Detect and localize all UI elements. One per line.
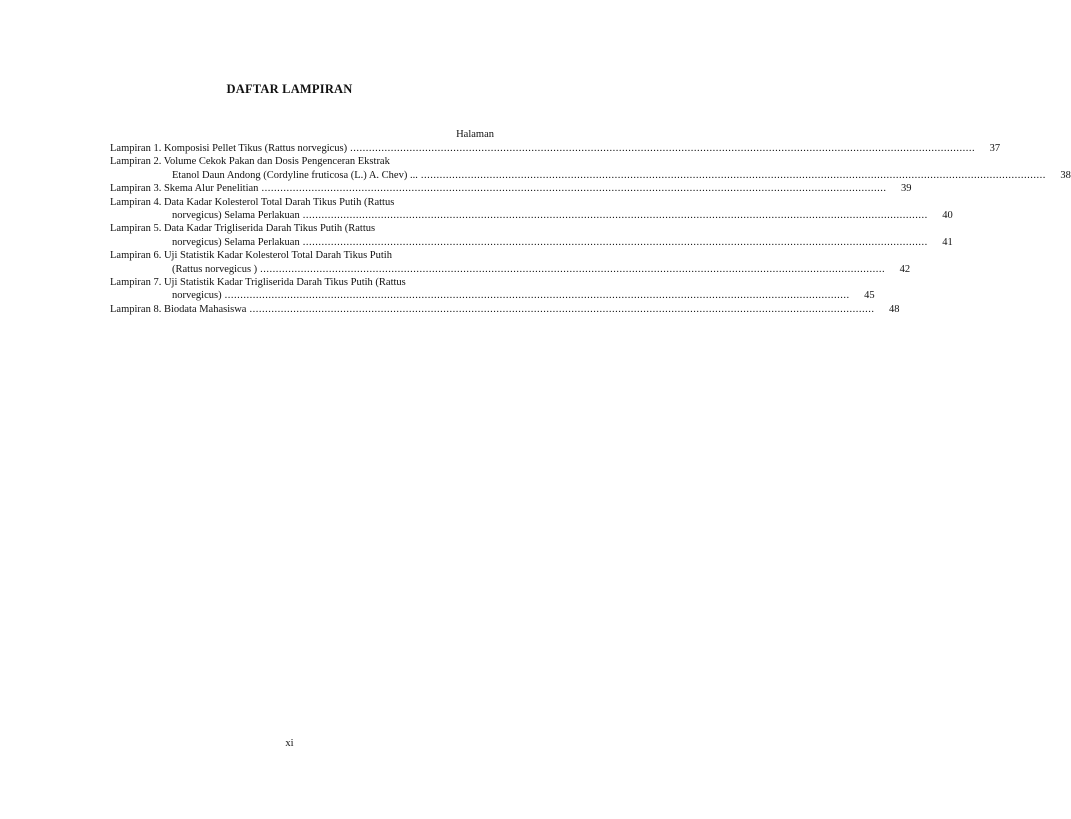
appendix-entry-text: norvegicus) bbox=[172, 290, 222, 302]
dot-leader: ........................................................................................................................................................................................................ bbox=[224, 290, 850, 302]
appendix-entry bbox=[110, 303, 900, 316]
dot-leader: ........................................................................................................................................................................................................ bbox=[249, 303, 875, 315]
appendix-entry-page: 45 bbox=[864, 290, 875, 302]
appendix-entry-line bbox=[110, 196, 474, 209]
appendix-entry-page: 41 bbox=[942, 236, 953, 248]
appendix-entry-page: 39 bbox=[900, 183, 912, 195]
dot-leader: ........................................................................................................................................................................................................ bbox=[302, 236, 928, 248]
appendix-entry-continuation bbox=[110, 209, 953, 222]
appendix-entry bbox=[110, 276, 875, 303]
appendix-entry-text: Lampiran 7. Uji Statistik Kadar Trigliserida Darah Tikus Putih (Rattus bbox=[110, 277, 406, 289]
appendix-entry bbox=[110, 249, 911, 276]
page-title: DAFTAR LAMPIRAN bbox=[226, 82, 353, 96]
appendix-entry bbox=[110, 155, 1071, 182]
appendix-entry bbox=[110, 182, 912, 195]
appendix-entry-page: 37 bbox=[989, 143, 1001, 154]
appendix-entry bbox=[110, 222, 953, 249]
dot-leader: ........................................................................................................................................................................................................ bbox=[261, 183, 887, 195]
appendix-entry-continuation bbox=[110, 236, 953, 249]
appendix-entry-page: 48 bbox=[888, 303, 900, 315]
appendix-entry-line bbox=[110, 155, 474, 168]
dot-leader: ........................................................................................................................................................................................................ bbox=[260, 263, 886, 275]
appendix-entry-text: Lampiran 4. Data Kadar Kolesterol Total Darah Tikus Putih (Rattus bbox=[110, 196, 395, 208]
appendix-entry-page: 40 bbox=[942, 210, 953, 222]
appendix-entry-continuation bbox=[110, 169, 1071, 182]
appendix-entry-text: Lampiran 6. Uji Statistik Kadar Kolesterol Total Darah Tikus Putih bbox=[110, 250, 392, 262]
appendix-entry-line bbox=[110, 276, 474, 289]
appendix-entry-line bbox=[110, 142, 1001, 155]
appendix-entry-text: Lampiran 8. Biodata Mahasiswa bbox=[110, 303, 247, 315]
appendix-entry-text: Lampiran 1. Komposisi Pellet Tikus (Rattus norvegicus) bbox=[110, 143, 348, 154]
dot-leader: ........................................................................................................................................................................................................ bbox=[420, 169, 1046, 181]
appendix-entry-text: Lampiran 3. Skema Alur Penelitian bbox=[110, 183, 259, 195]
appendix-entry bbox=[110, 196, 953, 223]
appendix-entry-text: Lampiran 5. Data Kadar Trigliserida Darah Tikus Putih (Rattus bbox=[110, 223, 376, 235]
appendix-entry-line bbox=[110, 222, 474, 235]
appendix-entry bbox=[110, 142, 1001, 155]
page-column-header: Halaman bbox=[456, 129, 494, 140]
appendix-entry-text: Lampiran 2. Volume Cekok Pakan dan Dosis Pengenceran Ekstrak bbox=[110, 156, 390, 168]
appendix-entry-text: norvegicus) Selama Perlakuan bbox=[172, 236, 300, 248]
appendix-entry-page: 42 bbox=[899, 263, 911, 275]
appendix-entry-line bbox=[110, 182, 912, 195]
appendix-list bbox=[110, 142, 1071, 316]
footer-page-number: xi bbox=[285, 738, 294, 749]
appendix-entry-line bbox=[110, 303, 900, 316]
appendix-entry-text: Etanol Daun Andong (Cordyline fruticosa (L.) A. Chev) ... bbox=[172, 169, 418, 181]
appendix-entry-page: 38 bbox=[1060, 169, 1071, 181]
appendix-entry-line bbox=[110, 249, 474, 262]
appendix-entry-continuation bbox=[110, 263, 911, 276]
appendix-entry-text: norvegicus) Selama Perlakuan bbox=[172, 210, 300, 222]
dot-leader: ........................................................................................................................................................................................................ bbox=[350, 143, 976, 154]
dot-leader: ........................................................................................................................................................................................................ bbox=[302, 210, 928, 222]
appendix-entry-continuation bbox=[110, 289, 875, 302]
appendix-entry-text: (Rattus norvegicus ) bbox=[172, 263, 258, 275]
